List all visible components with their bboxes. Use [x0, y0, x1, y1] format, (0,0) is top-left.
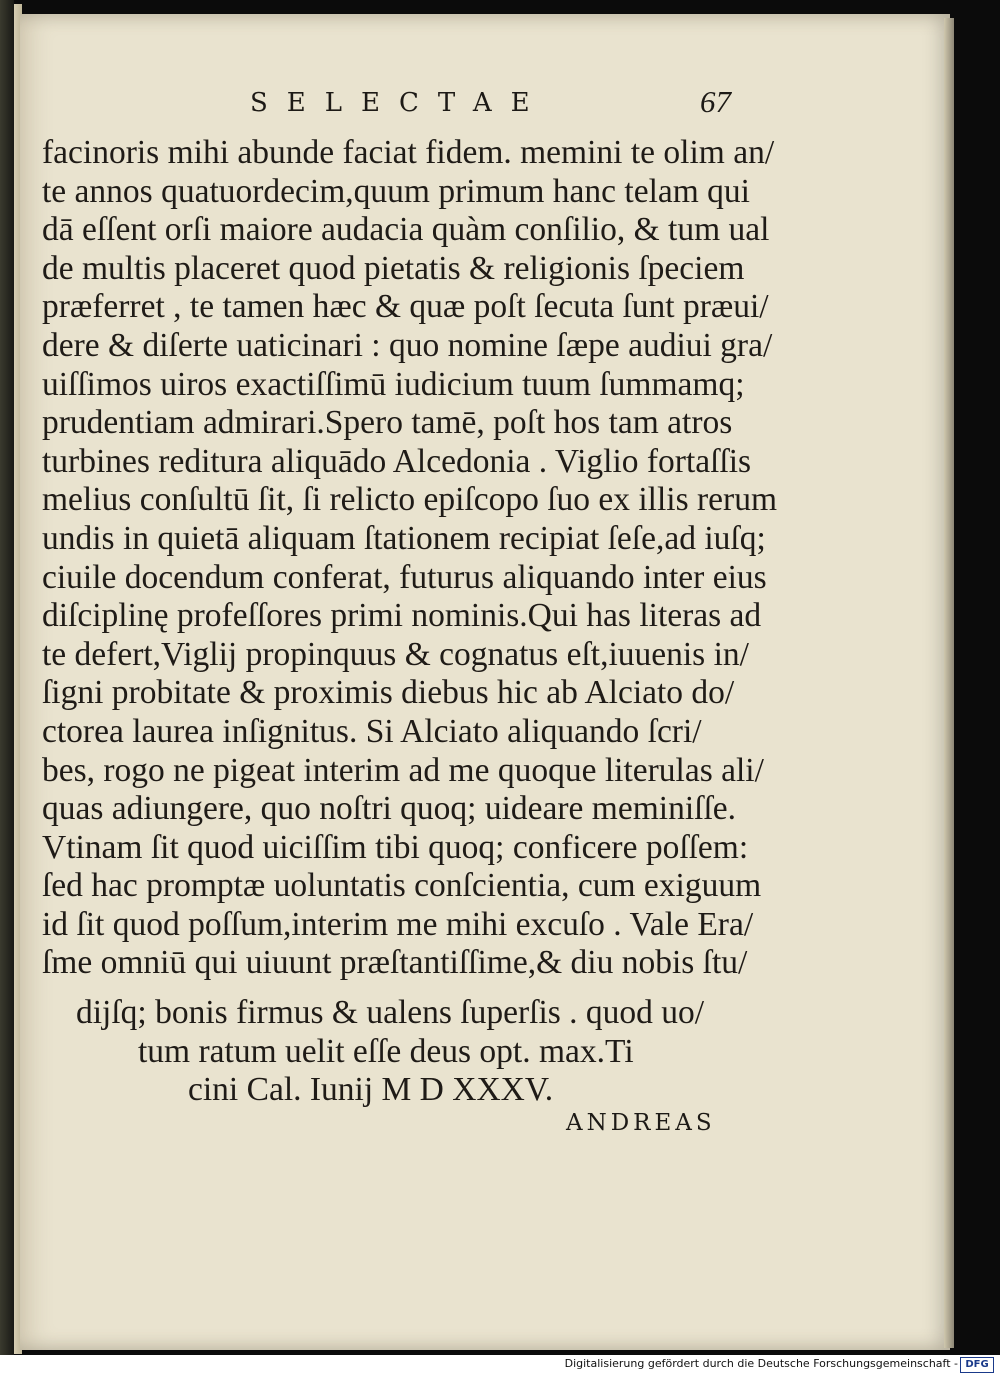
text-line: id ſit quod poſſum,interim me mihi excuſo . Vale Era/ [42, 905, 754, 943]
dfg-logo-icon: DFG [960, 1357, 994, 1373]
text-line: uiſſimos uiros exactiſſimū iudicium tuum ſummamq; [42, 365, 745, 403]
text-line: ſed hac promptæ uoluntatis conſcientia, cum exiguum [42, 867, 762, 905]
running-head [0, 84, 1000, 128]
text-line: dere & diſerte uaticinari : quo nomine ſæpe audiui gra/ [42, 326, 773, 364]
footer-credit: Digitalisierung gefördert durch die Deutsche Forschungsgemeinschaft - [564, 1357, 958, 1370]
text-line: de multis placeret quod pietatis & religionis ſpeciem [42, 249, 745, 287]
text-line: ctorea laurea inſignitus. Si Alciato aliquando ſcri/ [42, 712, 702, 750]
text-line: te annos quatuordecim,quum primum hanc telam qui [42, 172, 750, 210]
footer-bar [0, 1355, 1000, 1375]
running-title: SELECTAE [250, 88, 549, 118]
text-line: Vtinam ſit quod uiciſſim tibi quoq; conficere poſſem: [42, 828, 749, 866]
text-line: dā eſſent orſi maiore audacia quàm conſilio, & tum ual [42, 211, 770, 249]
text-line: te defert,Viglij propinquus & cognatus eſt,iuuenis in/ [42, 635, 749, 673]
closing-line: dijſq; bonis firmus & ualens ſuperſis . quod uo/ [76, 994, 705, 1031]
text-line: ſme omniū qui uiuunt præſtantiſſime,& diu nobis ſtu/ [42, 944, 748, 982]
text-line: bes, rogo ne pigeat interim ad me quoque literulas ali/ [42, 751, 764, 789]
text-line: præferret , te tamen hæc & quæ poſt ſecuta ſunt præui/ [42, 288, 769, 326]
text-line: ciuile docendum conferat, futurus aliquando inter eius [42, 558, 767, 596]
text-line: prudentiam admirari.Spero tamē, poſt hos tam atros [42, 404, 733, 442]
book-spine [0, 0, 14, 1360]
text-line: melius conſultū ſit, ſi relicto epiſcopo ſuo ex illis rerum [42, 481, 778, 519]
text-line: undis in quietā aliquam ſtationem recipiat ſeſe,ad iuſq; [42, 519, 766, 557]
catchword: ANDREAS [566, 1110, 716, 1136]
closing-line: cini Cal. Iunij M D XXXV. [188, 1071, 554, 1109]
text-line: facinoris mihi abunde faciat fidem. memini te olim an/ [42, 134, 775, 171]
text-line: quas adiungere, quo noſtri quoq; uideare meminiſſe. [42, 790, 737, 828]
text-line: ſigni probitate & proximis diebus hic ab Alciato do/ [42, 674, 735, 712]
page-number: 67 [700, 84, 731, 119]
closing-line: tum ratum uelit eſſe deus opt. max.Ti [138, 1032, 634, 1070]
text-line: diſciplinę profeſſores primi nominis.Qui has literas ad [42, 597, 762, 635]
page-edge-right [944, 18, 954, 1348]
body-text [42, 134, 782, 983]
text-line: turbines reditura aliquādo Alcedonia . Viglio fortaſſis [42, 442, 752, 480]
